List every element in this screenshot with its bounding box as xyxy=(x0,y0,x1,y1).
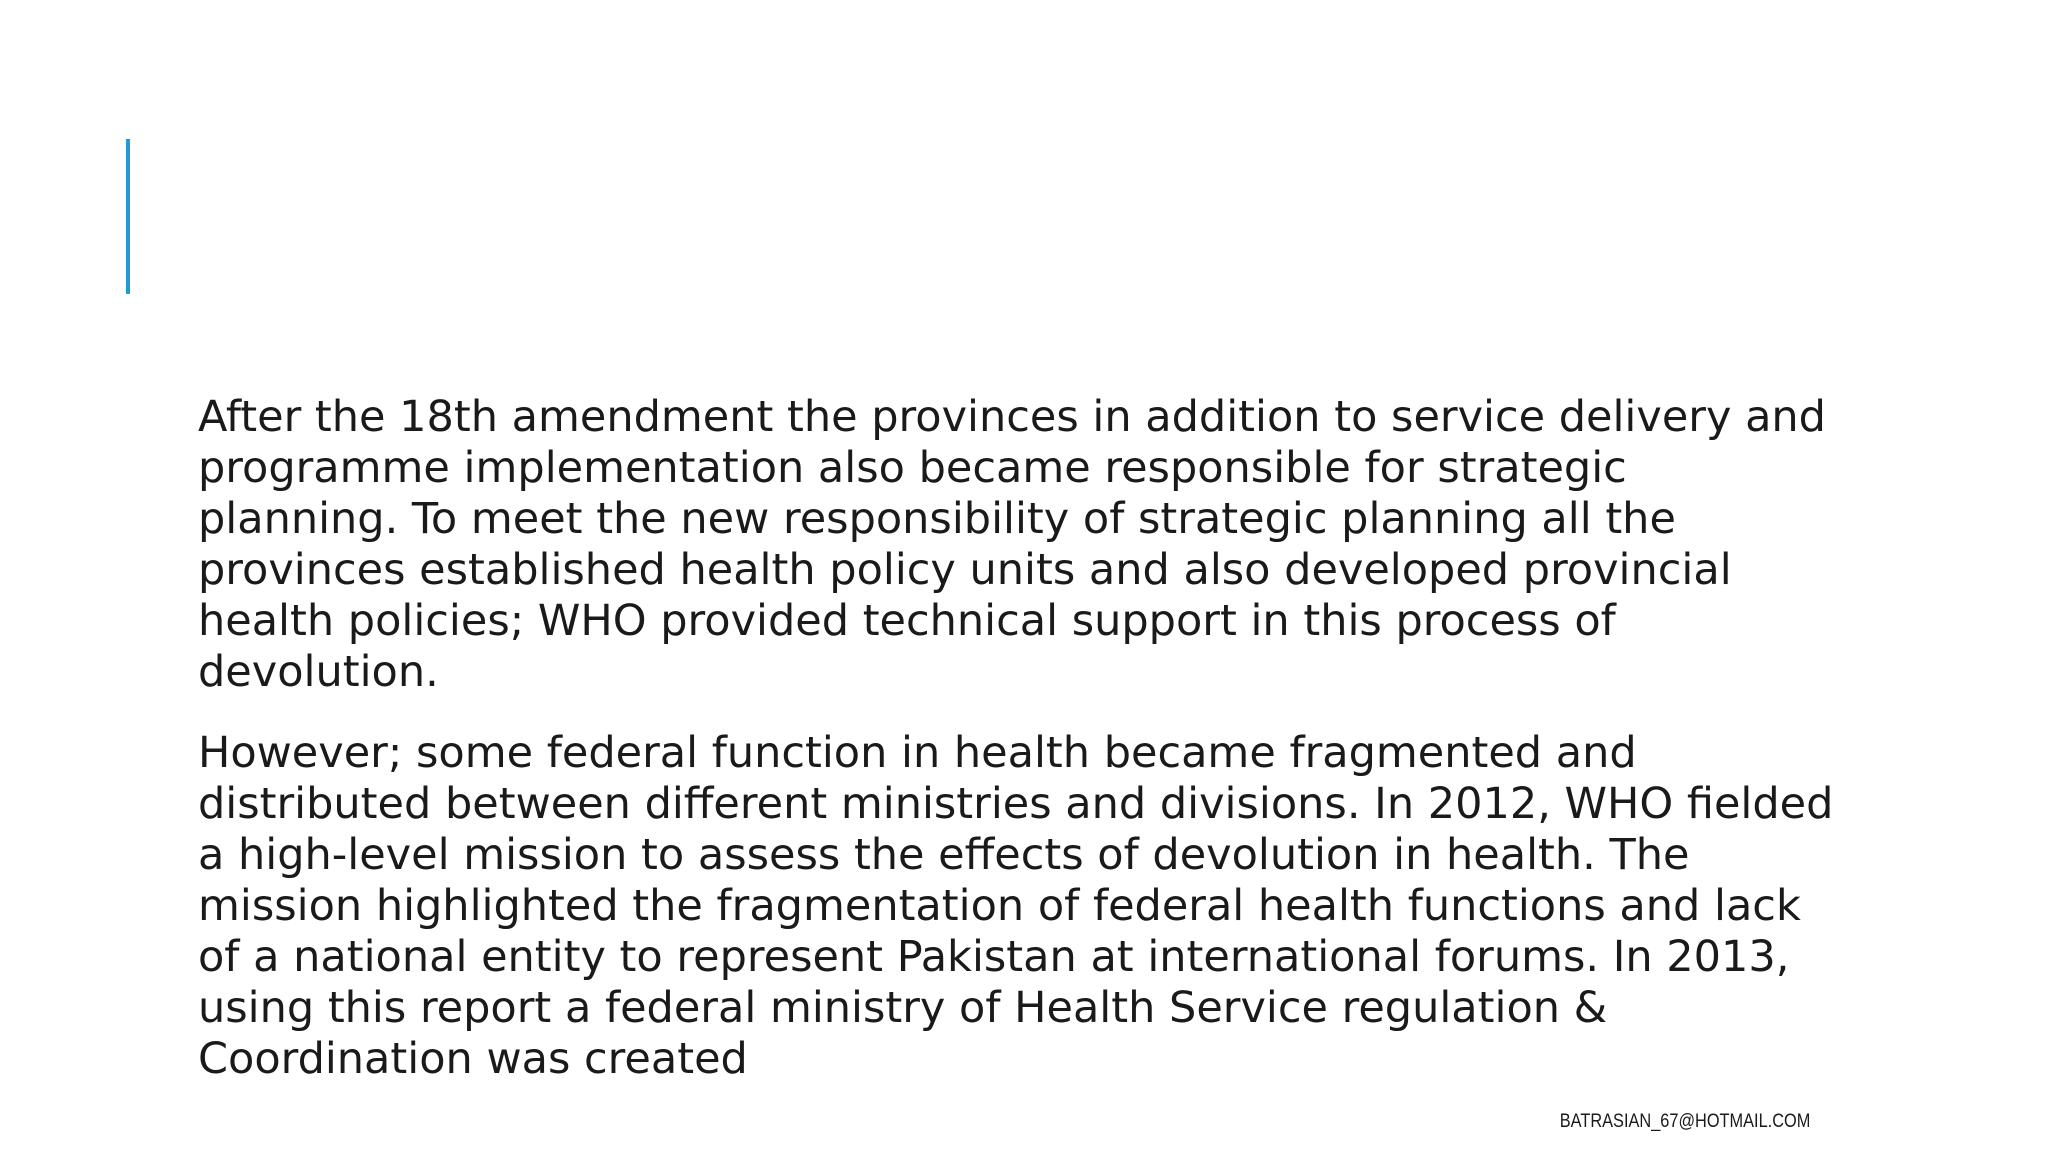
slide-title xyxy=(150,139,1790,294)
body-paragraph-1: After the 18th amendment the provinces in addition to service delivery and programme implementation also became responsible for strategic planning. To meet the new responsibility of strategic planning all the provinces established health policy units and also developed provincial health policies; WHO provided technical support in this process of devolution. xyxy=(198,392,1826,697)
footer-email: BATRASIAN_67@HOTMAIL.COM xyxy=(1559,1111,1810,1132)
slide-body xyxy=(198,392,1838,1115)
body-paragraph-2: However; some federal function in health became fragmented and distributed between different ministries and divisions. In 2012, WHO fielded a high-level mission to assess the effects of devolution in health. The mission highlighted the fragmentation of federal health functions and lack of a national entity to represent Pakistan at international forums. In 2013, using this report a federal ministry of Health Service regulation & Coordination was created xyxy=(198,728,1834,1084)
title-accent-bar xyxy=(126,139,130,294)
